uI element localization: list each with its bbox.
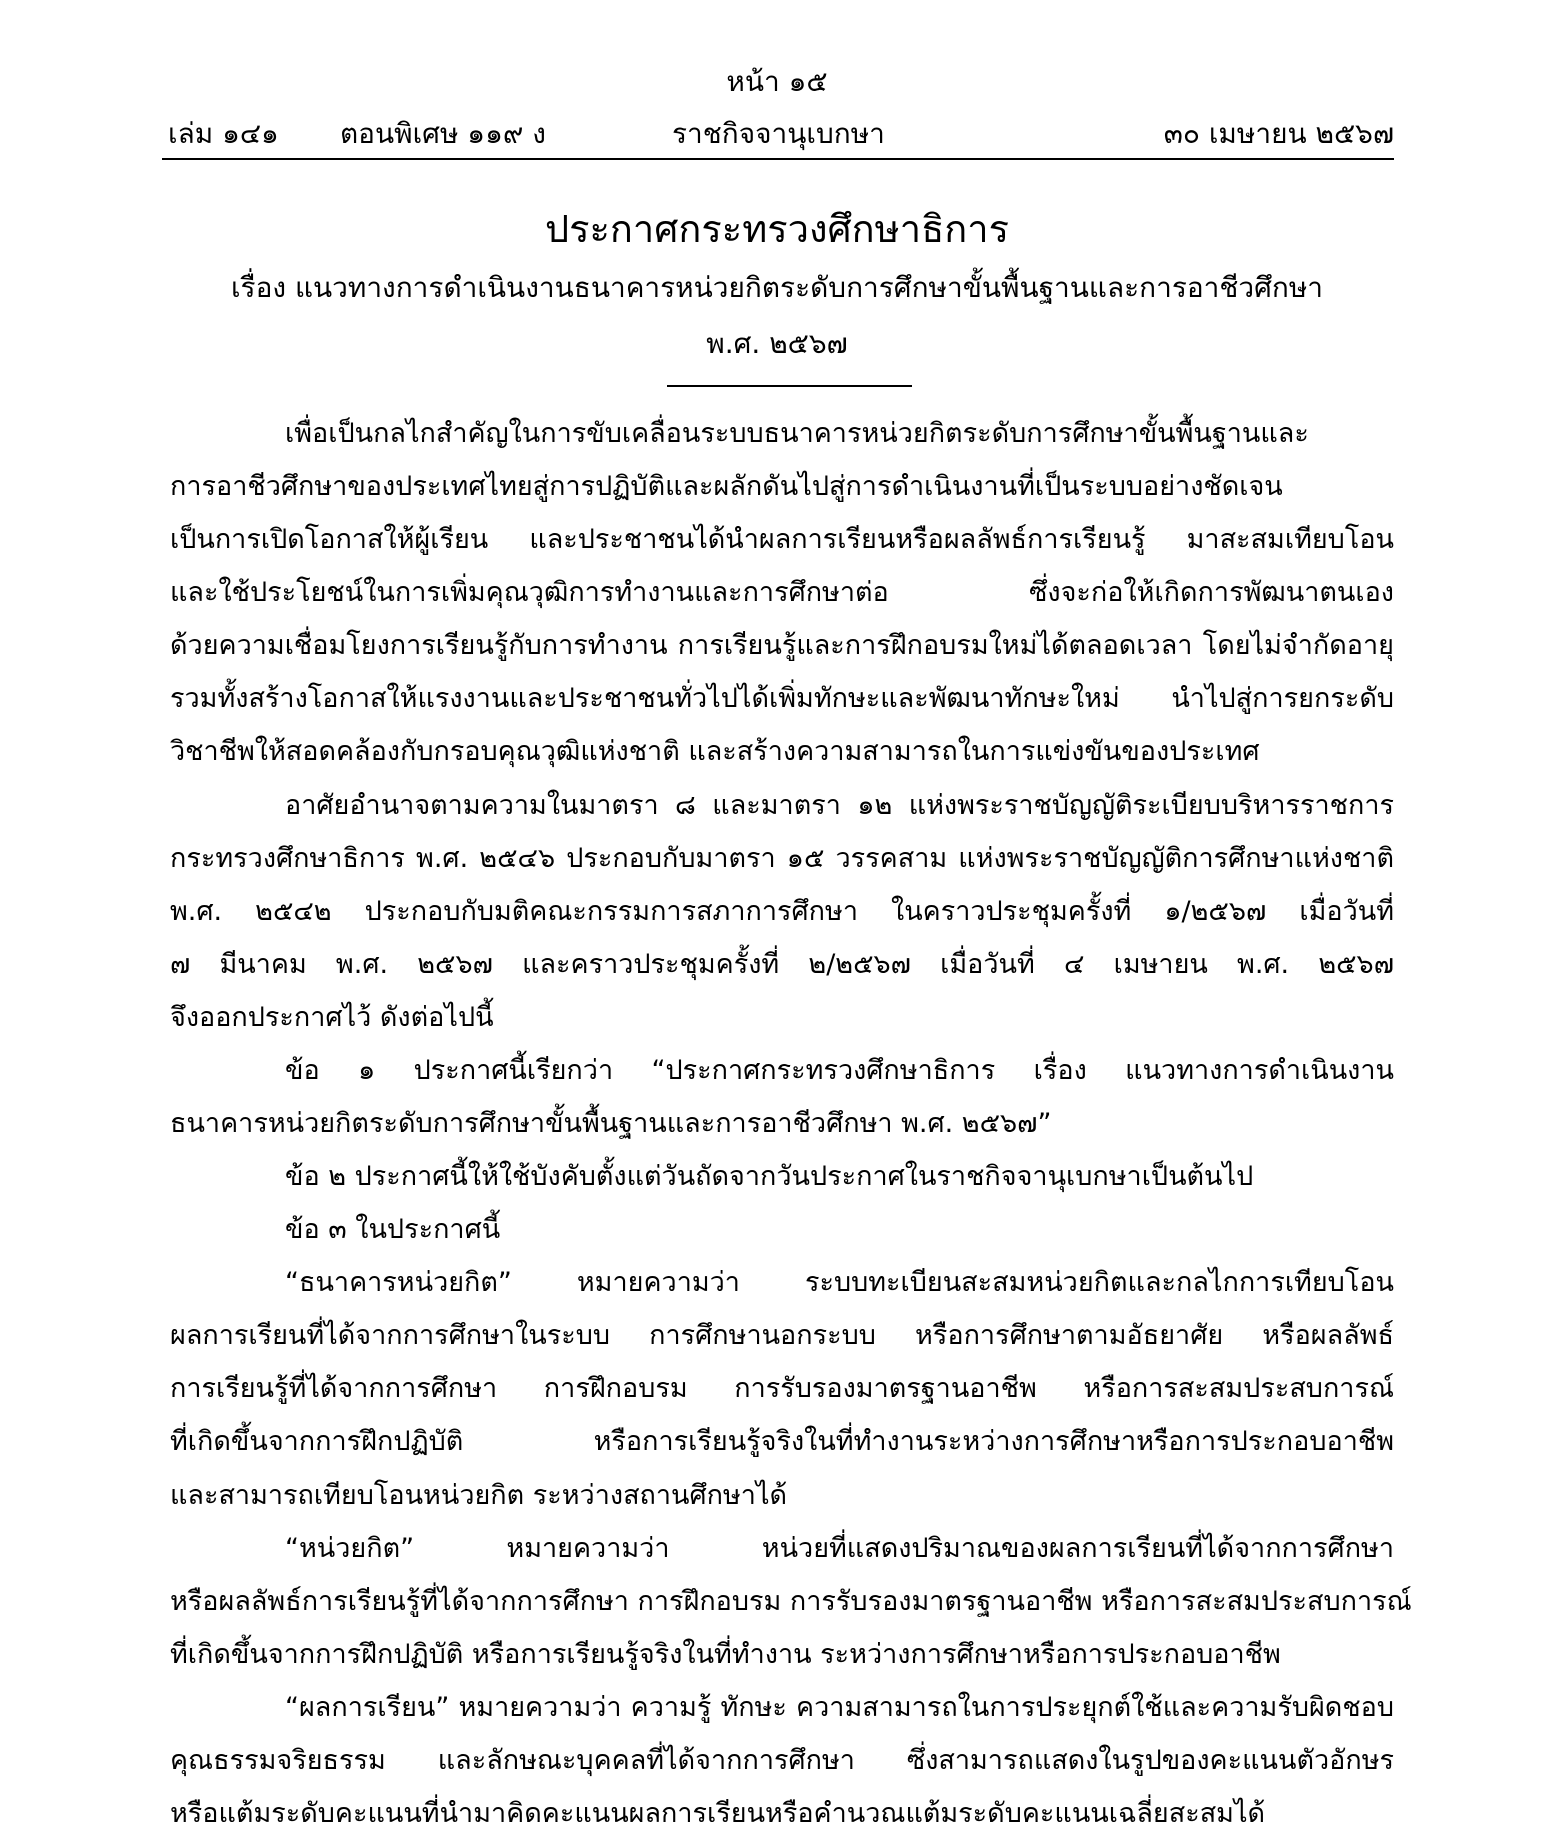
body-line: เพื่อเป็นกลไกสำคัญในการขับเคลื่อนระบบธนาคารหน่วยกิตระดับการศึกษาขั้นพื้นฐานและ (285, 418, 1309, 449)
body-line: และใช้ประโยชน์ในการเพิ่มคุณวุฒิการทำงานและการศึกษาต่อ ซึ่งจะก่อให้เกิดการพัฒนาตนเอง (170, 577, 1394, 608)
body-line: ๗ มีนาคม พ.ศ. ๒๕๖๗ และคราวประชุมครั้งที่ ๒/๒๕๖๗ เมื่อวันที่ ๔ เมษายน พ.ศ. ๒๕๖๗ (170, 949, 1394, 980)
announcement-year: พ.ศ. ๒๕๖๗ (706, 327, 848, 360)
body-line: พ.ศ. ๒๕๔๒ ประกอบกับมติคณะกรรมการสภาการศึกษา ในคราวประชุมครั้งที่ ๑/๒๕๖๗ เมื่อวันที่ (170, 896, 1394, 927)
body-line: กระทรวงศึกษาธิการ พ.ศ. ๒๕๔๖ ประกอบกับมาตรา ๑๕ วรรคสาม แห่งพระราชบัญญัติการศึกษาแห่งชาติ (170, 843, 1394, 874)
body-line: อาศัยอำนาจตามความในมาตรา ๘ และมาตรา ๑๒ แห่งพระราชบัญญัติระเบียบบริหารราชการ (285, 790, 1394, 821)
body-line: เป็นการเปิดโอกาสให้ผู้เรียน และประชาชนได้นำผลการเรียนหรือผลลัพธ์การเรียนรู้ มาสะสมเทียบโอน (170, 524, 1394, 555)
announcement-subject: เรื่อง แนวทางการดำเนินงานธนาคารหน่วยกิตระดับการศึกษาขั้นพื้นฐานและการอาชีวศึกษา (230, 271, 1324, 304)
body-line: ธนาคารหน่วยกิตระดับการศึกษาขั้นพื้นฐานและการอาชีวศึกษา พ.ศ. ๒๕๖๗” (170, 1108, 1052, 1139)
definition-credit: “หน่วยกิต” หมายความว่า หน่วยที่แสดงปริมาณของผลการเรียนที่ได้จากการศึกษา (285, 1533, 1394, 1564)
definition-learning-result: “ผลการเรียน” หมายความว่า ความรู้ ทักษะ ความสามารถในการประยุกต์ใช้และความรับผิดชอบ (285, 1692, 1394, 1723)
issue-label: ตอนพิเศษ ๑๑๙ ง (340, 117, 546, 150)
publication-date: ๓๐ เมษายน ๒๕๖๗ (1163, 117, 1394, 150)
body-line: วิชาชีพให้สอดคล้องกับกรอบคุณวุฒิแห่งชาติ และสร้างความสามารถในการแข่งขันของประเทศ (170, 736, 1260, 767)
body-line: รวมทั้งสร้างโอกาสให้แรงงานและประชาชนทั่วไปได้เพิ่มทักษะและพัฒนาทักษะใหม่ นำไปสู่การยกระดับ (170, 683, 1394, 714)
body-line: การเรียนรู้ที่ได้จากการศึกษา การฝึกอบรม การรับรองมาตรฐานอาชีพ หรือการสะสมประสบการณ์ (170, 1373, 1394, 1404)
title-rule (667, 385, 912, 387)
page-number: หน้า ๑๕ (726, 65, 828, 98)
header-rule (162, 158, 1394, 160)
body-line: จึงออกประกาศไว้ ดังต่อไปนี้ (170, 1002, 494, 1033)
body-line: การอาชีวศึกษาของประเทศไทยสู่การปฏิบัติและผลักดันไปสู่การดำเนินงานที่เป็นระบบอย่างชัดเจน (170, 471, 1283, 502)
body-line: ด้วยความเชื่อมโยงการเรียนรู้กับการทำงาน การเรียนรู้และการฝึกอบรมใหม่ได้ตลอดเวลา โดยไม่จำกัดอายุ (170, 630, 1394, 661)
body-line: ที่เกิดขึ้นจากการฝึกปฏิบัติ หรือการเรียนรู้จริงในที่ทำงานระหว่างการศึกษาหรือการประกอบอาชีพ (170, 1426, 1394, 1457)
body-line: ผลการเรียนที่ได้จากการศึกษาในระบบ การศึกษานอกระบบ หรือการศึกษาตามอัธยาศัย หรือผลลัพธ์ (170, 1320, 1394, 1351)
volume-label: เล่ม ๑๔๑ (168, 117, 279, 150)
body-line: และสามารถเทียบโอนหน่วยกิต ระหว่างสถานศึกษาได้ (170, 1480, 788, 1511)
clause-2: ข้อ ๒ ประกาศนี้ให้ใช้บังคับตั้งแต่วันถัดจากวันประกาศในราชกิจจานุเบกษาเป็นต้นไป (285, 1161, 1254, 1192)
body-line: คุณธรรมจริยธรรม และลักษณะบุคคลที่ได้จากการศึกษา ซึ่งสามารถแสดงในรูปของคะแนนตัวอักษร (170, 1745, 1394, 1776)
clause-3: ข้อ ๓ ในประกาศนี้ (285, 1214, 501, 1245)
clause-1: ข้อ ๑ ประกาศนี้เรียกว่า “ประกาศกระทรวงศึกษาธิการ เรื่อง แนวทางการดำเนินงาน (285, 1055, 1394, 1086)
body-line: ที่เกิดขึ้นจากการฝึกปฏิบัติ หรือการเรียนรู้จริงในที่ทำงาน ระหว่างการศึกษาหรือการประกอบอาชีพ (170, 1639, 1281, 1670)
definition-credit-bank: “ธนาคารหน่วยกิต” หมายความว่า ระบบทะเบียนสะสมหน่วยกิตและกลไกการเทียบโอน (285, 1267, 1394, 1298)
body-line: หรือผลลัพธ์การเรียนรู้ที่ได้จากการศึกษา การฝึกอบรม การรับรองมาตรฐานอาชีพ หรือการสะสมประสบการณ์ (170, 1586, 1412, 1617)
body-line: หรือแต้มระดับคะแนนที่นำมาคิดคะแนนผลการเรียนหรือคำนวณแต้มระดับคะแนนเฉลี่ยสะสมได้ (170, 1798, 1266, 1829)
gazette-name: ราชกิจจานุเบกษา (672, 117, 885, 150)
announcement-title: ประกาศกระทรวงศึกษาธิการ (544, 207, 1010, 251)
